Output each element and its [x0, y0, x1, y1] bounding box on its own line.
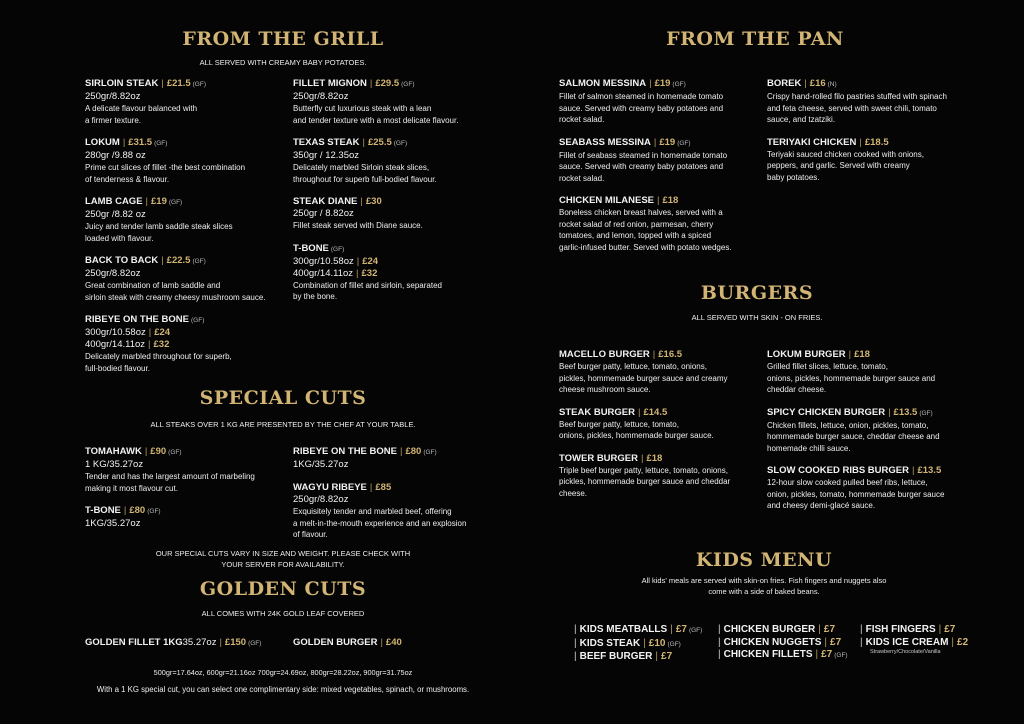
item-name: KIDS MEATBALLS [579, 624, 668, 635]
item-header [559, 195, 759, 207]
dietary-tag: (GF) [393, 140, 408, 147]
menu-item [85, 255, 285, 303]
item-description: loaded with flavour. [85, 233, 154, 243]
item-description: Beef burger patty, lettuce, tomato, [559, 419, 679, 429]
item-header [293, 78, 493, 91]
item-weight: 250gr/8.82oz [293, 494, 349, 505]
size-weight: 400gr/14.11oz [293, 267, 354, 279]
item-name: T-BONE [85, 505, 121, 516]
item-name: LOKUM BURGER [767, 349, 846, 360]
item-description: onions, pickles, hommemade burger sauce and [767, 373, 936, 383]
item-header [767, 78, 967, 91]
item-description: pickles, hommemade burger sauce and cheddar [559, 477, 731, 486]
menu-item [559, 195, 759, 253]
size-price: £24 [362, 255, 379, 267]
item-description: Combination of fillet and sirloin, separated [293, 280, 442, 290]
item-description: cheese mushroom sauce. [559, 385, 651, 394]
dietary-tag: (GF) [147, 508, 161, 515]
item-price: £18 [646, 452, 663, 464]
menu-item [767, 349, 967, 396]
item-description: and cheesy demi-glacé sauce. [767, 501, 876, 510]
kids-subtitle-2: come with a side of baked beans. [708, 587, 820, 596]
item-header [85, 446, 285, 459]
item-header [559, 78, 759, 91]
item-header [767, 137, 967, 149]
size-price: £32 [361, 267, 378, 279]
item-name: BACK TO BACK [85, 255, 159, 266]
separator: | [356, 255, 360, 267]
item-price: £80 [405, 446, 422, 457]
kids-item [860, 624, 1024, 637]
item-description: Fillet of salmon steamed in homemade tomato [559, 92, 724, 101]
size-row [293, 256, 493, 268]
item-price: £30 [365, 196, 382, 207]
menu-item [293, 243, 493, 303]
item-weight: 1 KG/35.27oz [85, 459, 144, 470]
separator: | [638, 406, 641, 418]
item-header [85, 314, 285, 327]
item-price: £7 [830, 636, 842, 648]
item-header [559, 349, 759, 361]
item-description: Crispy hand-rolled filo pastries stuffed with spinach [767, 92, 947, 101]
separator: | [161, 255, 164, 266]
burgers-title: BURGERS [700, 282, 814, 304]
menu-item [767, 465, 967, 512]
item-weight: 250gr/8.82oz [85, 268, 141, 279]
separator: | [911, 465, 915, 476]
separator: | [951, 636, 955, 648]
separator: | [655, 651, 659, 662]
item-name: LAMB CAGE [85, 196, 143, 207]
item-name: TOMAHAWK [85, 446, 142, 457]
burgers-subtitle: ALL SERVED WITH SKIN - ON FRIES. [691, 313, 823, 322]
item-description: sauce. Served with creamy baby potatoes and [559, 162, 724, 171]
item-name: STEAK BURGER [559, 406, 636, 418]
item-name: LOKUM [85, 137, 120, 148]
size-weight: 300gr/10.58oz [85, 327, 146, 338]
item-price: £7 [821, 649, 833, 660]
kids-subtitle-1: All kids' meals are served with skin-on fries. Fish fingers and nuggets also [641, 576, 887, 585]
dietary-tag: (GF) [192, 258, 206, 265]
item-description: making it most flavour cut. [85, 483, 178, 493]
item-description: 12-hour slow cooked pulled beef ribs, lettuce, [767, 478, 928, 487]
side-note: With a 1 KG special cut, you can select one complimentary side: mixed vegetables, spinach, or mushrooms. [96, 685, 470, 694]
menu-item [85, 314, 285, 374]
item-description: peppers, and garlic. Served with creamy [767, 161, 910, 170]
grill-col-1 [85, 78, 285, 385]
item-name: CHICKEN NUGGETS [723, 636, 822, 648]
separator: | [574, 624, 577, 635]
item-weight: 1KG/35.27oz [85, 518, 141, 529]
separator: | [380, 637, 383, 648]
item-description: Prime cut slices of fillet -the best combination [85, 163, 246, 172]
item-name: BEEF BURGER [579, 651, 653, 662]
separator: | [144, 446, 148, 457]
kids-item [860, 637, 1024, 650]
dietary-tag: (GF) [154, 140, 168, 147]
item-name: CHICKEN FILLETS [723, 649, 813, 660]
item-name: FISH FINGERS [865, 624, 936, 635]
golden-col-1 [85, 637, 295, 661]
item-description: Chicken fillets, lettuce, onion, pickles, tomato, [767, 420, 929, 430]
item-header [85, 196, 285, 209]
item-header [559, 407, 759, 419]
dietary-tag: (GF) [401, 81, 415, 88]
item-header [85, 255, 285, 268]
item-header [293, 243, 493, 256]
separator: | [652, 349, 656, 360]
item-price: £90 [150, 446, 167, 457]
item-name: WAGYU RIBEYE [293, 482, 367, 493]
separator: | [657, 195, 660, 206]
grill-subtitle: ALL SERVED WITH CREAMY BABY POTATOES. [199, 58, 367, 67]
item-description: pickles, hommemade burger sauce and creamy [559, 373, 728, 383]
item-header [85, 137, 285, 150]
weight-conversions: 500gr=17.64oz, 600gr=21.16oz 700gr=24.69oz, 800gr=28.22oz, 900gr=31.75oz [153, 668, 413, 677]
item-weight: 250gr / 8.82oz [293, 208, 354, 219]
item-price: £22.5 [166, 255, 191, 266]
item-description: throughout for superb full-bodied flavour. [293, 174, 437, 184]
item-description: baby potatoes. [767, 172, 820, 182]
item-price: £19 [659, 136, 676, 148]
dietary-tag: (GF) [423, 449, 437, 456]
item-name: GOLDEN BURGER [293, 637, 378, 648]
size-price: £24 [154, 327, 171, 338]
item-header [767, 349, 967, 361]
separator: | [848, 349, 852, 360]
item-weight: 350gr / 12.35oz [293, 150, 360, 161]
item-price: £13.5 [917, 465, 942, 476]
item-description: Fillet steak served with Diane sauce. [293, 221, 423, 230]
separator: | [400, 446, 403, 457]
item-header [85, 505, 285, 518]
separator: | [888, 406, 891, 418]
separator: | [824, 636, 828, 648]
menu-item [559, 349, 759, 396]
separator: | [161, 78, 164, 89]
special-col-2 [293, 446, 493, 552]
special-col-1 [85, 446, 285, 541]
separator: | [815, 649, 819, 660]
golden-cuts-title: GOLDEN CUTS [199, 578, 367, 600]
separator: | [574, 637, 577, 649]
size-row [293, 268, 493, 280]
item-description: sauce. Served with creamy baby potatoes and [559, 103, 724, 113]
separator: | [938, 624, 942, 635]
menu-item [85, 78, 285, 126]
menu-item [559, 407, 759, 442]
item-name: KIDS ICE CREAM [865, 636, 949, 648]
item-description: tomatoes, and lemon, topped with a spiced [559, 231, 712, 240]
item-name: KIDS STEAK [579, 637, 641, 649]
item-description: cheese. [559, 488, 588, 498]
item-price: £40 [385, 637, 402, 648]
separator: | [718, 624, 721, 635]
special-cuts-title: SPECIAL CUTS [199, 387, 367, 409]
menu-item [559, 453, 759, 500]
item-description: full-bodied flavour. [85, 363, 150, 373]
item-description: a melt-in-the-mouth experience and an explosion [293, 518, 467, 528]
menu-item [293, 137, 493, 185]
menu-item [85, 446, 285, 494]
item-price: £19 [654, 78, 671, 89]
separator: | [804, 78, 807, 89]
item-price: £13.5 [893, 406, 918, 418]
item-price: £7 [675, 624, 687, 635]
separator: | [859, 136, 862, 148]
grill-title: FROM THE GRILL [182, 28, 384, 50]
dietary-tag: (GF) [168, 199, 183, 206]
dietary-tag: (GF) [168, 449, 182, 456]
item-header [293, 196, 493, 208]
separator: | [574, 651, 577, 662]
separator: | [369, 482, 373, 493]
menu-item [85, 196, 285, 244]
separator: | [643, 637, 646, 649]
size-weight: 400gr/14.11oz [85, 339, 146, 350]
menu-item [293, 196, 493, 232]
menu-item [767, 78, 967, 126]
dietary-tag: (GF) [834, 652, 848, 659]
separator: | [641, 452, 644, 464]
item-weight: 280gr /9.88 oz [85, 150, 146, 161]
item-price: £14.5 [643, 406, 668, 418]
item-description: homemade chilli sauce. [767, 443, 851, 453]
separator: | [122, 137, 126, 148]
item-header [293, 482, 493, 494]
item-price: £19 [151, 196, 167, 207]
item-description: a firmer texture. [85, 115, 142, 125]
size-price: £32 [153, 339, 170, 350]
separator: | [123, 505, 127, 516]
item-name: SIRLOIN STEAK [85, 78, 159, 89]
dietary-tag: (GF) [667, 640, 681, 648]
item-name: STEAK DIANE [293, 196, 358, 207]
size-row [85, 327, 285, 339]
menu-item [293, 637, 493, 649]
item-description: Delicately marbled throughout for superb, [85, 352, 232, 361]
separator: | [653, 136, 657, 148]
item-description: Butterfly cut luxurious steak with a lean [293, 104, 432, 113]
item-name: SLOW COOKED RIBS BURGER [767, 465, 909, 476]
menu-item [85, 505, 285, 530]
item-header [85, 78, 285, 91]
item-header [293, 137, 493, 150]
item-price: £18 [662, 195, 679, 206]
item-description: onions, pickles, hommemade burger sauce. [559, 431, 714, 440]
item-name: MACELLO BURGER [559, 349, 650, 360]
item-weight: 250gr/8.82oz [85, 91, 141, 102]
item-description: garlic-infused butter. Served with potato wedges. [559, 242, 732, 252]
item-description: and feta cheese, served with sweet chili, tomato [767, 103, 937, 113]
item-description: Juicy and tender lamb saddle steak slices [85, 222, 233, 231]
item-description: by the bone. [293, 292, 338, 301]
item-description: of flavour. [293, 530, 328, 539]
separator: | [219, 637, 222, 648]
item-name: CHICKEN MILANESE [559, 195, 655, 206]
item-description: hommemade burger sauce, cheddar cheese and [767, 432, 940, 441]
item-description: rocket salad. [559, 173, 605, 183]
item-name: RIBEYE ON THE BONE [85, 314, 189, 325]
special-cuts-subtitle: ALL STEAKS OVER 1 KG ARE PRESENTED BY THE CHEF AT YOUR TABLE. [150, 420, 416, 429]
separator: | [148, 327, 152, 338]
kids-col-3 [860, 624, 1024, 655]
item-name: TEXAS STEAK [293, 137, 360, 148]
separator: | [649, 78, 652, 89]
item-header [559, 137, 759, 150]
item-description: sauce, and tzatziki. [767, 115, 836, 124]
item-name: SPICY CHICKEN BURGER [767, 406, 886, 418]
item-weight: 250gr /8.82 oz [85, 209, 146, 220]
item-description: rocket salad of red onion, parmesan, cherry [559, 219, 714, 229]
pan-col-1 [559, 78, 759, 264]
item-description: Great combination of lamb saddle and [85, 281, 221, 290]
separator: | [860, 624, 863, 635]
item-header [767, 465, 967, 477]
item-description: Tender and has the largest amount of marbeling [85, 472, 255, 481]
separator: | [718, 649, 721, 660]
item-name: TOWER BURGER [559, 452, 638, 464]
item-name: RIBEYE ON THE BONE [293, 446, 397, 457]
menu-item [85, 137, 285, 185]
kids-menu-title: KIDS MENU [695, 549, 833, 571]
menu-item [85, 637, 295, 650]
item-header [767, 407, 967, 420]
item-name: FILLET MIGNON [293, 78, 367, 89]
size-weight: 300gr/10.58oz [293, 255, 354, 267]
item-price: £7 [823, 624, 836, 635]
burgers-col-1 [559, 349, 759, 510]
item-description: rocket salad. [559, 115, 605, 124]
item-price: £25.5 [367, 137, 392, 148]
item-price: £21.5 [166, 78, 191, 89]
item-description: onion, pickles, tomato, hommemade burger sauce [767, 489, 945, 499]
menu-item [293, 482, 493, 541]
dietary-tag: (GF) [677, 139, 691, 147]
special-note-1: OUR SPECIAL CUTS VARY IN SIZE AND WEIGHT. PLEASE CHECK WITH [155, 549, 411, 558]
separator: | [718, 636, 721, 648]
item-price: £18.5 [864, 136, 889, 148]
item-name: SALMON MESSINA [559, 78, 647, 89]
item-name: T-BONE [293, 242, 329, 254]
menu-item [767, 407, 967, 455]
item-header [559, 453, 759, 465]
item-price: £18 [854, 349, 870, 360]
item-description: and tender texture with a most delicate flavour. [293, 115, 459, 125]
size-row [85, 339, 285, 351]
item-price: £16 [809, 78, 826, 89]
item-description: Beef burger patty, lettuce, tomato, onions, [559, 362, 707, 371]
burgers-col-2 [767, 349, 967, 523]
dietary-tag: (GF) [688, 627, 703, 634]
dietary-tag: (GF) [330, 245, 345, 253]
pan-title: FROM THE PAN [666, 28, 844, 50]
item-name: CHICKEN BURGER [723, 624, 816, 635]
item-name: BOREK [767, 78, 802, 89]
dietary-tag: (N) [827, 81, 837, 88]
item-description: Exquisitely tender and marbled beef, offering [293, 507, 452, 516]
separator: | [818, 624, 821, 635]
item-name: GOLDEN FILLET 1KG [85, 637, 183, 648]
separator: | [362, 137, 365, 148]
ice-cream-flavours: Strawberry/Chocolate/Vanilla [870, 649, 941, 655]
dietary-tag: (GF) [248, 640, 262, 647]
separator: | [860, 636, 863, 648]
item-price: £80 [129, 505, 146, 516]
item-description: Grilled fillet slices, lettuce, tomato, [767, 362, 888, 371]
item-price: £150 [224, 637, 247, 648]
item-price: £7 [661, 651, 673, 662]
grill-col-2 [293, 78, 493, 314]
item-price: £29.5 [375, 78, 400, 89]
item-price: £7 [944, 624, 956, 635]
dietary-tag: (GF) [672, 81, 686, 88]
item-weight: 1KG/35.27oz [293, 459, 349, 470]
item-header [293, 637, 493, 649]
item-price: £85 [375, 482, 392, 493]
separator: | [356, 267, 359, 279]
item-price: £10 [648, 637, 666, 649]
item-name: TERIYAKI CHICKEN [767, 136, 857, 148]
item-description: Boneless chicken breast halves, served with a [559, 208, 723, 217]
item-description: Fillet of seabass steamed in homemade tomato [559, 150, 728, 160]
item-description: Delicately marbled Sirloin steak slices, [293, 163, 430, 172]
item-price: £2 [957, 636, 969, 648]
item-description: sirloin steak with creamy cheesy mushroom sauce. [85, 292, 266, 302]
menu-item [293, 78, 493, 126]
item-price: £16.5 [658, 349, 683, 360]
golden-cuts-subtitle: ALL COMES WITH 24K GOLD LEAF COVERED [201, 609, 365, 618]
menu-item [293, 446, 493, 471]
pan-col-2 [767, 78, 967, 194]
item-weight: 250gr/8.82oz [293, 91, 349, 102]
item-description: cheddar cheese. [767, 385, 827, 394]
dietary-tag: (GF) [919, 409, 933, 417]
dietary-tag: (GF) [192, 81, 206, 88]
item-description: of tenderness & flavour. [85, 174, 170, 184]
separator: | [145, 196, 148, 207]
item-header [85, 637, 295, 650]
item-price: £31.5 [128, 137, 153, 148]
separator: | [369, 78, 373, 89]
item-description: A delicate flavour balanced with [85, 104, 198, 113]
separator: | [360, 196, 363, 207]
item-weight: 35.27oz [182, 637, 217, 648]
golden-col-2 [293, 637, 493, 660]
item-description: Triple beef burger patty, lettuce, tomato, onions, [559, 465, 728, 475]
menu-item [559, 78, 759, 126]
special-note-2: YOUR SERVER FOR AVAILABILITY. [221, 560, 345, 569]
menu-item [767, 137, 967, 184]
item-header [293, 446, 493, 459]
item-description: Teriyaki sauced chicken cooked with onions, [767, 149, 924, 159]
dietary-tag: (GF) [191, 317, 205, 324]
separator: | [148, 339, 151, 350]
menu-item [559, 137, 759, 185]
item-name: SEABASS MESSINA [559, 136, 651, 148]
separator: | [670, 624, 673, 635]
